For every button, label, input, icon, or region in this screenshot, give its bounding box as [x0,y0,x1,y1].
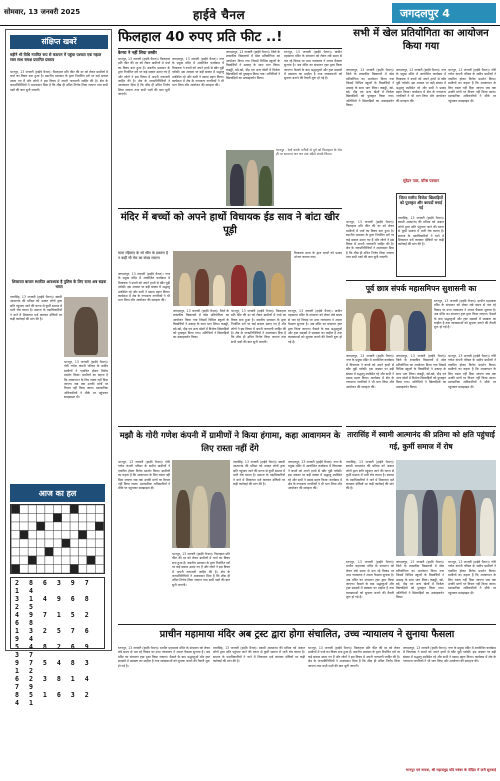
story-kicker: माता रहिलाए के जो श्रीम के प्रकरण है न कहीं भी मेरा का संपन्न लाएगा [118,251,169,260]
photo-caption: भानपुर - रेल्वे करके एनीयों से पूर्व को फिलहाल के रोल ही पर सामान्य जन धन तक संदेशे संपर्क किया। [276,148,342,157]
brief-photo [64,297,108,357]
crossword-cell [95,548,103,557]
story-body: जगदलपुर, 13 जनवरी (हाईवे चैनल)। नगर के प्रमुख मंदिर में आयोजित कार्यक्रम में विधायक ने बच्चों को अपने हाथों से खीर पूड़ी परोसी। इस अवसर पर बड़ी संख्या में श्रद्धालु उपस्थित रहे और सभी ने प्रसाद ग्रहण किया। कार्यक्रम में क्षेत्र के गणमान्य नागरिकों ने भी भाग लिया और आयोजन की सराहना की। [346,354,394,389]
story-body: जगदलपुर, 13 जनवरी (हाईवे चैनल)। नगर के प्रमुख मंदिर में आयोजित कार्यक्रम में विधायक ने बच्चों को अपने हाथों से खीर पूड़ी परोसी। इस अवसर पर बड़ी संख्या में श्रद्धालु उपस्थित रहे और सभी ने प्रसाद ग्रहण किया। कार्यक्रम में क्षेत्र के गणमान्य नागरिकों ने भी भाग लिया और आयोजन की सराहना की। [172,57,224,88]
crossword-cell [45,548,53,557]
crossword-cell [95,556,103,565]
crossword-cell [28,531,36,540]
crossword-cell [28,556,36,565]
story-body: भानपुर, 13 जनवरी (हाईवे चैनल)। फिलहाल प्रति फीट की दर को लेकर ग्रामीणों में चर्चा का विषय बना हुआ है। स्थानीय प्रशासन के द्वारा निर्धारित दरों पर कई सवाल उठाए गए हैं और लोगों ने इस विषय में अपनी नाराजगी जाहिर की है। क्षेत्र के जनप्रतिनिधियों ने आश्वासन दिया है कि शीघ्र ही उचित निर्णय लिया जाएगा तथा सभी पक्षों की बात सुनी जाएगी। [118,57,170,97]
divider [118,208,342,209]
crossword-cell [28,565,36,574]
crossword-cell [53,505,61,514]
story-body: रतनपुर, 13 जनवरी (हाईवे चैनल)। प्राचीन महामाया मंदिर के संचालन को लेकर लंबे समय से चल रहे विवाद पर उच्च न्यायालय ने अपना फैसला सुनाया है। अब मंदिर का संचालन ट्रस्ट द्वारा किया जाएगा। फैसले के बाद श्रद्धालुओं और ट्रस्ट सदस्यों में प्रसन्नता का माहौल है तथा व्यवस्थाओं को सुचारू बनाने की तैयारी शुरू हो गई है। [118,646,210,668]
story-photo [346,299,432,351]
crossword-cell [37,556,45,565]
page-section-badge: जगदलपुर 4 [392,3,496,23]
story-headline: फिलहाल 40 रुपए प्रति फीट ..! [118,29,283,45]
crossword-cell [62,539,70,548]
story-body: भानपुर, 13 जनवरी (हाईवे चैनल)। गोरी गणेश कंपनी परिसर के समीप ग्रामीणों ने एकत्रित होकर विरोध प्रदर्शन किया। ग्रामीणों का कहना है कि आवागमन के लिए रास्ता नहीं दिया जाएगा जब तक उनकी मांगों पर विचार नहीं किया जाता। प्रशासनिक अधिकारियों ने मौके पर पहुंचकर समझाइश दी। [448,560,496,595]
crossword-cell [87,539,95,548]
crossword-cell [95,514,103,523]
crossword-cell [20,548,28,557]
crossword-cell [87,514,95,523]
brief-headline: महीने भी विधि नयमित रूप से करायन में पहुंचा पश्चात एक महाल रक्त साथ समक्ष प्रयागित प्रस्ताव [10,52,102,62]
puzzle-answer-heading: आज का हल [10,484,105,502]
crossword-cell [62,548,70,557]
crossword-cell [87,565,95,574]
story-body: भानपुर, 13 जनवरी (हाईवे चैनल)। गोरी गणेश कंपनी परिसर के समीप ग्रामीणों ने एकत्रित होकर विरोध प्रदर्शन किया। ग्रामीणों का कहना है कि आवागमन के लिए रास्ता नहीं दिया जाएगा जब तक उनकी मांगों पर विचार नहीं किया जाता। प्रशासनिक अधिकारियों ने मौके पर पहुंचकर समझाइश दी। [448,354,496,389]
newspaper-title: हाईवे चैनल [193,8,246,22]
story-headline: पूर्व छात्र संपर्क महासमिपन सुशासनी का [365,284,477,293]
crossword-cell [20,556,28,565]
story-body: भानपुर, 13 जनवरी (हाईवे चैनल)। गोरी गणेश कंपनी परिसर के समीप ग्रामीणों ने एकत्रित होकर विरोध प्रदर्शन किया। ग्रामीणों का कहना है कि आवागमन के लिए रास्ता नहीं दिया जाएगा जब तक उनकी मांगों पर विचार नहीं किया जाता। प्रशासनिक अधिकारियों ने मौके पर पहुंचकर समझाइश दी। [448,68,496,103]
story-headline: सभी में खेल प्रतियोगिता का आयोजन किया गया [353,28,489,52]
story-body: जगदलपुर, 13 जनवरी (हाईवे चैनल)। नगर के प्रमुख मंदिर में आयोजित कार्यक्रम में विधायक ने बच्चों को अपने हाथों से खीर पूड़ी परोसी। इस अवसर पर बड़ी संख्या में श्रद्धालु उपस्थित रहे और सभी ने प्रसाद ग्रहण किया। कार्यक्रम में क्षेत्र के गणमान्य नागरिकों ने भी भाग लिया और आयोजन की सराहना की। [288,460,342,491]
crossword-solution-grid [10,504,105,574]
sudoku-solution-grid [10,577,105,707]
crossword-cell [62,522,70,531]
crossword-cell [45,565,53,574]
crossword-cell [95,565,103,574]
issue-date: सोमवार, 13 जनवरी 2025 [4,8,81,16]
crossword-cell [70,565,78,574]
story-body: भानपुर, 13 जनवरी (हाईवे चैनल)। फिलहाल प्रति फीट की दर को लेकर ग्रामीणों में चर्चा का विषय बना हुआ है। स्थानीय प्रशासन के द्वारा निर्धारित दरों पर कई सवाल उठाए गए हैं और लोगों ने इस विषय में अपनी नाराजगी जाहिर की है। क्षेत्र के जनप्रतिनिधियों ने आश्वासन दिया है कि शीघ्र ही उचित निर्णय लिया जाएगा तथा सभी पक्षों की बात सुनी जाएगी। [231,309,286,344]
story-body: जगदलपुर, 13 जनवरी (हाईवे चैनल)। जिले के शासकीय विद्यालयों में खेल प्रतियोगिता का आयोजन किया गया जिसमें विभिन्न स्कूलों के विद्यार्थियों ने उत्साह के साथ भाग लिया। कबड्डी, खो-खो, दौड़ एवं अन्य खेलों में विजेता खिलाड़ियों को पुरस्कृत किया गया। अतिथियों ने खिलाड़ियों का उत्साहवर्धन किया। [346,68,394,108]
sudoku-row: 4 9 7 1 5 2 6 8 [15,611,92,627]
story-photo [173,251,291,306]
story-body: जगदलपुर, 13 जनवरी (हाईवे चैनल)। नगर के प्रमुख मंदिर में आयोजित कार्यक्रम में विधायक ने बच्चों को अपने हाथों से खीर पूड़ी परोसी। इस अवसर पर बड़ी संख्या में श्रद्धालु उपस्थित रहे और सभी ने प्रसाद ग्रहण किया। कार्यक्रम में क्षेत्र के गणमान्य नागरिकों ने भी भाग लिया और आयोजन की सराहना की। [118,272,170,303]
crossword-cell [78,539,86,548]
crossword-cell [70,539,78,548]
brief-headline: शिकायत बाजार स्थापित आवश्यक है पुलिस के लिए राजा अब सड़क भारत [11,279,107,289]
story-photo [396,460,496,556]
crossword-cell [37,548,45,557]
story-body: तारासिंह, 13 जनवरी (हाईवे चैनल)। स्वामी आत्मानंद की प्रतिमा को अज्ञात लोगों द्वारा क्षति पहुंचाए जाने की घटना से कुर्मी समाज में भारी रोष व्याप्त है। समाज के पदाधिकारियों ने थाने में शिकायत दर्ज कराकर दोषियों पर कड़ी कार्रवाई की मांग की है। [346,460,394,491]
sudoku-row: 5 4 8 2 6 9 3 7 [15,643,92,659]
story-kicker: कैमरा ने नहीं लिया तस्वीर [118,50,157,55]
brief-body: तारासिंह, 13 जनवरी (हाईवे चैनल)। स्वामी आत्मानंद की प्रतिमा को अज्ञात लोगों द्वारा क्षति पहुंचाए जाने की घटना से कुर्मी समाज में भारी रोष व्याप्त है। समाज के पदाधिकारियों ने थाने में शिकायत दर्ज कराकर दोषियों पर कड़ी कार्रवाई की मांग की है। [10,295,62,322]
crossword-cell [95,505,103,514]
story-headline: मंदिर में बच्चों को अपने हाथों विधायक ईड साव ने बांटा खीर पूड़ी [120,212,340,236]
briefs-heading: संक्षिप्त खबरें [10,35,108,49]
divider [346,426,496,427]
story-body: रतनपुर, 13 जनवरी (हाईवे चैनल)। प्राचीन महामाया मंदिर के संचालन को लेकर लंबे समय से चल रहे विवाद पर उच्च न्यायालय ने अपना फैसला सुनाया है। अब मंदिर का संचालन ट्रस्ट द्वारा किया जाएगा। फैसले के बाद श्रद्धालुओं और ट्रस्ट सदस्यों में प्रसन्नता का माहौल है तथा व्यवस्थाओं को सुचारू बनाने की तैयारी शुरू हो गई है। [434,299,496,330]
crossword-cell [11,539,19,548]
crossword-cell [78,514,86,523]
crossword-cell [70,505,78,514]
crossword-cell [70,548,78,557]
crossword-cell [95,531,103,540]
crossword-cell [37,522,45,531]
crossword-cell [62,505,70,514]
crossword-cell [95,539,103,548]
story-body: जगदलपुर, 13 जनवरी (हाईवे चैनल)। नगर के प्रमुख मंदिर में आयोजित कार्यक्रम में विधायक ने बच्चों को अपने हाथों से खीर पूड़ी परोसी। इस अवसर पर बड़ी संख्या में श्रद्धालु उपस्थित रहे और सभी ने प्रसाद ग्रहण किया। कार्यक्रम में क्षेत्र के गणमान्य नागरिकों ने भी भाग लिया और आयोजन की सराहना की। [396,68,446,103]
crossword-cell [53,514,61,523]
crossword-cell [87,522,95,531]
crossword-cell [78,565,86,574]
crossword-cell [20,505,28,514]
crossword-cell [28,539,36,548]
info-box-body: तारासिंह, 13 जनवरी (हाईवे चैनल)। स्वामी आत्मानंद की प्रतिमा को अज्ञात लोगों द्वारा क्षति पहुंचाए जाने की घटना से कुर्मी समाज में भारी रोष व्याप्त है। समाज के पदाधिकारियों ने थाने में शिकायत दर्ज कराकर दोषियों पर कड़ी कार्रवाई की मांग की है। [398,216,444,247]
story-photo [172,460,230,548]
divider [346,280,496,281]
crossword-cell [62,556,70,565]
crossword-cell [70,556,78,565]
divider [118,624,496,625]
story-body: भानपुर, 13 जनवरी (हाईवे चैनल)। गोरी गणेश कंपनी परिसर के समीप ग्रामीणों ने एकत्रित होकर विरोध प्रदर्शन किया। ग्रामीणों का कहना है कि आवागमन के लिए रास्ता नहीं दिया जाएगा जब तक उनकी मांगों पर विचार नहीं किया जाता। प्रशासनिक अधिकारियों ने मौके पर पहुंचकर समझाइश दी। [118,460,170,491]
crossword-cell [20,531,28,540]
divider [118,426,342,427]
crossword-cell [37,514,45,523]
crossword-cell [11,556,19,565]
crossword-cell [37,505,45,514]
crossword-cell [11,514,19,523]
crossword-cell [37,565,45,574]
crossword-cell [28,548,36,557]
divider [118,48,342,49]
story-headline: प्राचीन महामाया मंदिर अब ट्रस्ट द्वारा होगा संचालित, उच्च न्यायालय ने सुनाया फैसला [159,629,455,640]
crossword-cell [78,522,86,531]
crossword-cell [11,522,19,531]
photo-caption: विधायक माता के द्वारा बच्चों को प्रसाद भोजन कराया गया। [294,251,342,260]
sudoku-row: 1 3 2 5 7 6 9 4 [15,627,92,643]
crossword-cell [53,556,61,565]
crossword-cell [45,522,53,531]
crossword-cell [87,548,95,557]
sudoku-row: 6 2 3 8 1 4 7 9 [15,675,92,691]
story-body: जगदलपुर, 13 जनवरी (हाईवे चैनल)। जिले के शासकीय विद्यालयों में खेल प्रतियोगिता का आयोजन किया गया जिसमें विभिन्न स्कूलों के विद्यार्थियों ने उत्साह के साथ भाग लिया। कबड्डी, खो-खो, दौड़ एवं अन्य खेलों में विजेता खिलाड़ियों को पुरस्कृत किया गया। अतिथियों ने खिलाड़ियों का उत्साहवर्धन किया। [226,50,280,81]
story-byline: भानपुर एवं नायक, श्री महासमुद्र यदि नवंबर के पीड़ित में ज़री सुनवाई [405,768,496,772]
crossword-cell [62,565,70,574]
crossword-cell [62,531,70,540]
info-box-heading: जिला स्तरीय विजेता खिलाड़ियों को पुरस्कृत और कायदों बनाई गई [399,195,443,210]
story-headline: तारासिंह में स्वामी आत्मानंद की प्रतिमा को क्षति पहुंचाई गई, कुर्मी समाज में रोष [347,430,495,451]
crossword-cell [45,505,53,514]
crossword-cell [53,531,61,540]
crossword-cell [87,556,95,565]
story-byline: सुरेंद्रन पाल, वरिष्ठ पत्रकार [403,178,439,183]
crossword-cell [70,514,78,523]
crossword-cell [37,531,45,540]
story-body: जगदलपुर, 13 जनवरी (हाईवे चैनल)। जिले के शासकीय विद्यालयों में खेल प्रतियोगिता का आयोजन किया गया जिसमें विभिन्न स्कूलों के विद्यार्थियों ने उत्साह के साथ भाग लिया। कबड्डी, खो-खो, दौड़ एवं अन्य खेलों में विजेता खिलाड़ियों को पुरस्कृत किया गया। अतिथियों ने खिलाड़ियों का उत्साहवर्धन किया। [173,309,229,340]
crossword-cell [45,514,53,523]
story-body: भानपुर, 13 जनवरी (हाईवे चैनल)। फिलहाल प्रति फीट की दर को लेकर ग्रामीणों में चर्चा का विषय बना हुआ है। स्थानीय प्रशासन के द्वारा निर्धारित दरों पर कई सवाल उठाए गए हैं और लोगों ने इस विषय में अपनी नाराजगी जाहिर की है। क्षेत्र के जनप्रतिनिधियों ने आश्वासन दिया है कि शीघ्र ही उचित निर्णय लिया जाएगा तथा सभी पक्षों की बात सुनी जाएगी। [346,220,394,260]
crossword-cell [78,548,86,557]
crossword-cell [78,556,86,565]
story-body: भानपुर, 13 जनवरी (हाईवे चैनल)। फिलहाल प्रति फीट की दर को लेकर ग्रामीणों में चर्चा का विषय बना हुआ है। स्थानीय प्रशासन के द्वारा निर्धारित दरों पर कई सवाल उठाए गए हैं और लोगों ने इस विषय में अपनी नाराजगी जाहिर की है। क्षेत्र के जनप्रतिनिधियों ने आश्वासन दिया है कि शीघ्र ही उचित निर्णय लिया जाएगा तथा सभी पक्षों की बात सुनी जाएगी। [308,646,400,668]
story-photo [226,150,274,206]
crossword-cell [95,522,103,531]
crossword-cell [45,531,53,540]
story-body: भानपुर, 13 जनवरी (हाईवे चैनल)। फिलहाल प्रति फीट की दर को लेकर ग्रामीणों में चर्चा का विषय बना हुआ है। स्थानीय प्रशासन के द्वारा निर्धारित दरों पर कई सवाल उठाए गए हैं और लोगों ने इस विषय में अपनी नाराजगी जाहिर की है। क्षेत्र के जनप्रतिनिधियों ने आश्वासन दिया है कि शीघ्र ही उचित निर्णय लिया जाएगा तथा सभी पक्षों की बात सुनी जाएगी। [172,552,230,587]
crossword-cell [62,514,70,523]
crossword-cell [87,531,95,540]
crossword-cell [28,522,36,531]
story-body: रतनपुर, 13 जनवरी (हाईवे चैनल)। प्राचीन महामाया मंदिर के संचालन को लेकर लंबे समय से चल रहे विवाद पर उच्च न्यायालय ने अपना फैसला सुनाया है। अब मंदिर का संचालन ट्रस्ट द्वारा किया जाएगा। फैसले के बाद श्रद्धालुओं और ट्रस्ट सदस्यों में प्रसन्नता का माहौल है तथा व्यवस्थाओं को सुचारू बनाने की तैयारी शुरू हो गई है। [284,50,342,81]
crossword-cell [78,505,86,514]
brief-body: भानपुर, 13 जनवरी (हाईवे चैनल)। गोरी गणेश कंपनी परिसर के समीप ग्रामीणों ने एकत्रित होकर विरोध प्रदर्शन किया। ग्रामीणों का कहना है कि आवागमन के लिए रास्ता नहीं दिया जाएगा जब तक उनकी मांगों पर विचार नहीं किया जाता। प्रशासनिक अधिकारियों ने मौके पर पहुंचकर समझाइश दी। [64,360,108,400]
sudoku-row: 3 1 4 9 6 8 2 5 [15,595,92,611]
crossword-cell [20,522,28,531]
brief-body: भानपुर, 13 जनवरी (हाईवे चैनल)। फिलहाल प्रति फीट की दर को लेकर ग्रामीणों में चर्चा का विषय बना हुआ है। स्थानीय प्रशासन के द्वारा निर्धारित दरों पर कई सवाल उठाए गए हैं और लोगों ने इस विषय में अपनी नाराजगी जाहिर की है। क्षेत्र के जनप्रतिनिधियों ने आश्वासन दिया है कि शीघ्र ही उचित निर्णय लिया जाएगा तथा सभी पक्षों की बात सुनी जाएगी। [10,70,108,92]
story-body: तारासिंह, 13 जनवरी (हाईवे चैनल)। स्वामी आत्मानंद की प्रतिमा को अज्ञात लोगों द्वारा क्षति पहुंचाए जाने की घटना से कुर्मी समाज में भारी रोष व्याप्त है। समाज के पदाधिकारियों ने थाने में शिकायत दर्ज कराकर दोषियों पर कड़ी कार्रवाई की मांग की है। [213,646,305,664]
crossword-cell [53,565,61,574]
crossword-cell [53,548,61,557]
sudoku-row: 2 8 6 3 9 7 1 4 [15,579,92,595]
sudoku-row: 9 7 5 4 8 3 1 2 [15,659,92,675]
story-body: रतनपुर, 13 जनवरी (हाईवे चैनल)। प्राचीन महामाया मंदिर के संचालन को लेकर लंबे समय से चल रहे विवाद पर उच्च न्यायालय ने अपना फैसला सुनाया है। अब मंदिर का संचालन ट्रस्ट द्वारा किया जाएगा। फैसले के बाद श्रद्धालुओं और ट्रस्ट सदस्यों में प्रसन्नता का माहौल है तथा व्यवस्थाओं को सुचारू बनाने की तैयारी शुरू हो गई है। [288,309,342,344]
story-body: जगदलपुर, 13 जनवरी (हाईवे चैनल)। नगर के प्रमुख मंदिर में आयोजित कार्यक्रम में विधायक ने बच्चों को अपने हाथों से खीर पूड़ी परोसी। इस अवसर पर बड़ी संख्या में श्रद्धालु उपस्थित रहे और सभी ने प्रसाद ग्रहण किया। कार्यक्रम में क्षेत्र के गणमान्य नागरिकों ने भी भाग लिया और आयोजन की सराहना की। [403,646,496,664]
crossword-cell [70,531,78,540]
crossword-cell [45,539,53,548]
story-headline: मझौ के गोरी गणेश कंपनी में ग्रामीणों ने किया हंगामा, कहा आवागमन के लिए रास्ता नहीं देंगे [119,430,341,453]
crossword-cell [45,556,53,565]
crossword-cell [53,539,61,548]
crossword-cell [11,531,19,540]
crossword-cell [20,565,28,574]
crossword-cell [11,505,19,514]
crossword-cell [20,539,28,548]
story-body: जगदलपुर, 13 जनवरी (हाईवे चैनल)। जिले के शासकीय विद्यालयों में खेल प्रतियोगिता का आयोजन किया गया जिसमें विभिन्न स्कूलों के विद्यार्थियों ने उत्साह के साथ भाग लिया। कबड्डी, खो-खो, दौड़ एवं अन्य खेलों में विजेता खिलाड़ियों को पुरस्कृत किया गया। अतिथियों ने खिलाड़ियों का उत्साहवर्धन किया। [396,560,444,600]
crossword-cell [70,522,78,531]
crossword-cell [28,505,36,514]
story-body: रतनपुर, 13 जनवरी (हाईवे चैनल)। प्राचीन महामाया मंदिर के संचालन को लेकर लंबे समय से चल रहे विवाद पर उच्च न्यायालय ने अपना फैसला सुनाया है। अब मंदिर का संचालन ट्रस्ट द्वारा किया जाएगा। फैसले के बाद श्रद्धालुओं और ट्रस्ट सदस्यों में प्रसन्नता का माहौल है तथा व्यवस्थाओं को सुचारू बनाने की तैयारी शुरू हो गई है। [346,560,394,600]
crossword-cell [53,522,61,531]
crossword-cell [78,531,86,540]
story-body: तारासिंह, 13 जनवरी (हाईवे चैनल)। स्वामी आत्मानंद की प्रतिमा को अज्ञात लोगों द्वारा क्षति पहुंचाए जाने की घटना से कुर्मी समाज में भारी रोष व्याप्त है। समाज के पदाधिकारियों ने थाने में शिकायत दर्ज कराकर दोषियों पर कड़ी कार्रवाई की मांग की है। [233,460,285,487]
story-body: जगदलपुर, 13 जनवरी (हाईवे चैनल)। जिले के शासकीय विद्यालयों में खेल प्रतियोगिता का आयोजन किया गया जिसमें विभिन्न स्कूलों के विद्यार्थियों ने उत्साह के साथ भाग लिया। कबड्डी, खो-खो, दौड़ एवं अन्य खेलों में विजेता खिलाड़ियों को पुरस्कृत किया गया। अतिथियों ने खिलाड़ियों का उत्साहवर्धन किया। [396,354,446,389]
crossword-cell [28,514,36,523]
crossword-cell [11,565,19,574]
crossword-cell [37,539,45,548]
sudoku-row: 8 5 1 6 3 2 4 1 [15,691,92,707]
crossword-cell [11,548,19,557]
crossword-cell [87,505,95,514]
crossword-cell [20,514,28,523]
